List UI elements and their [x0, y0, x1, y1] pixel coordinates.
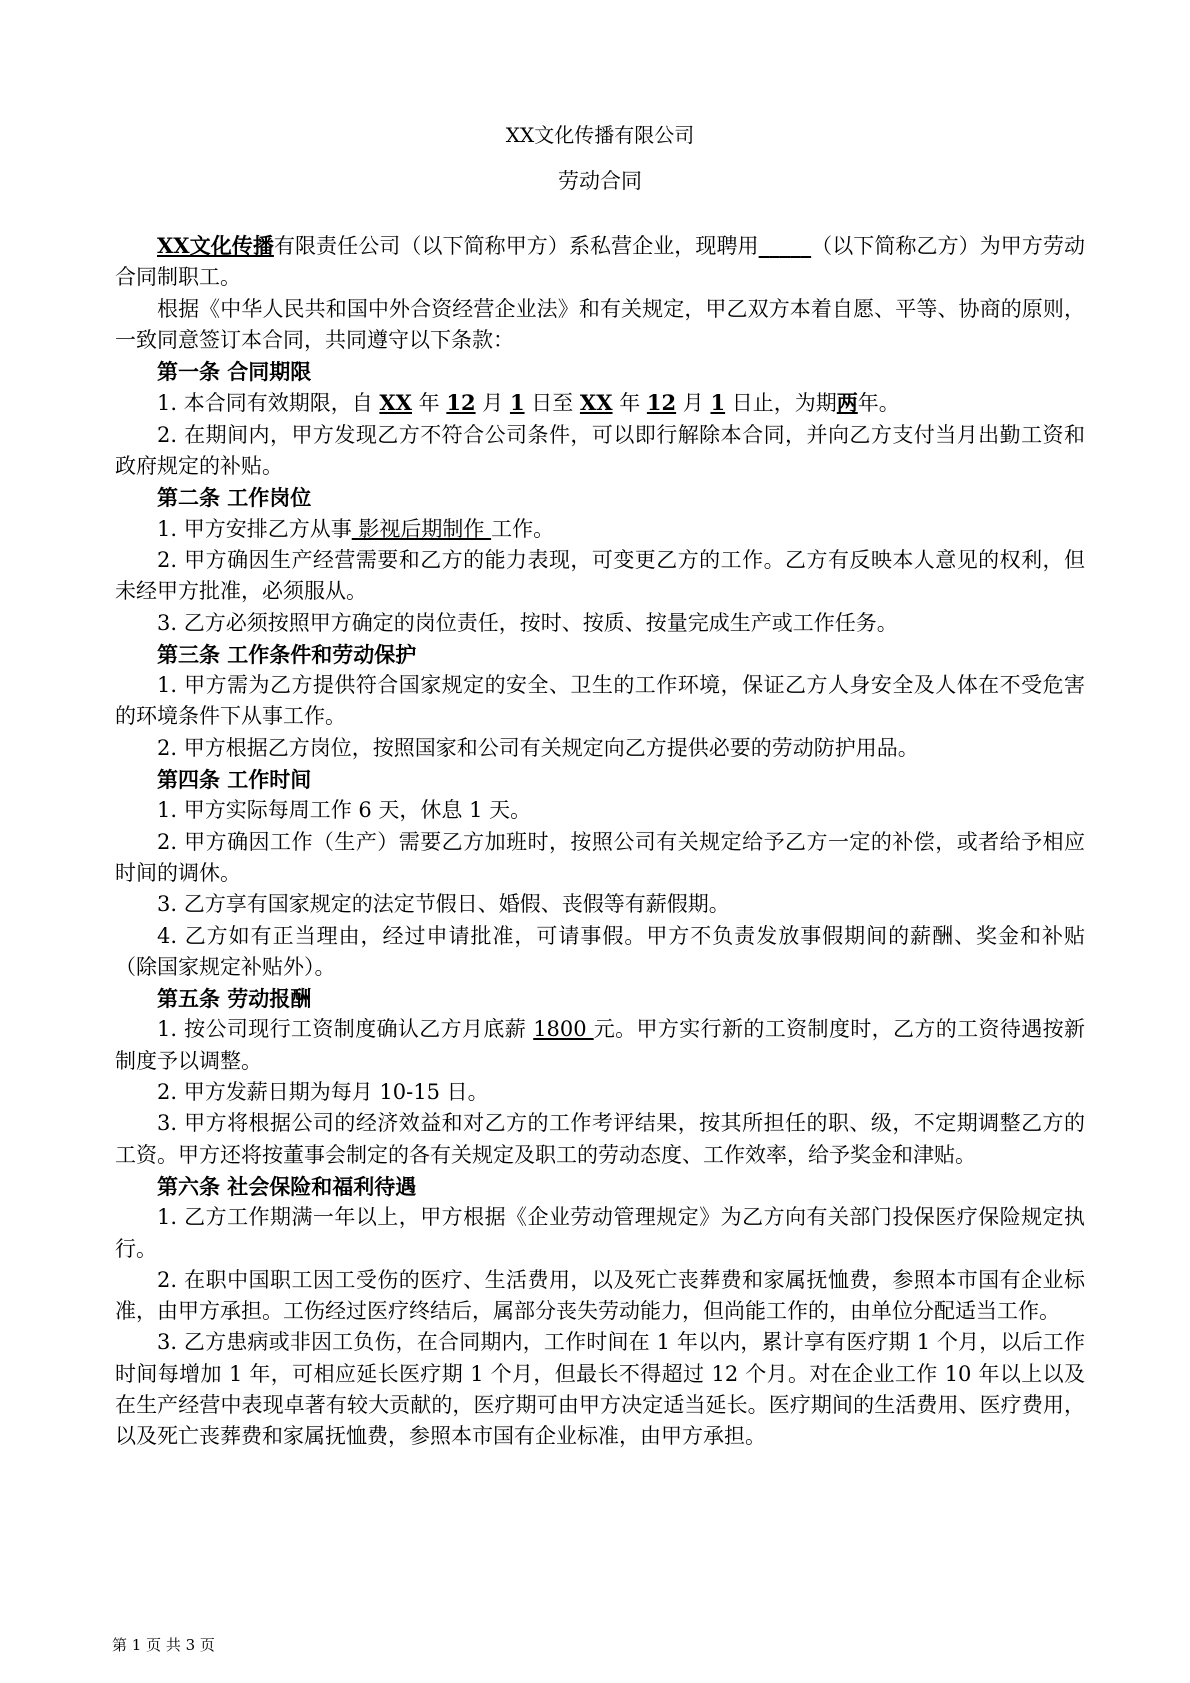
article-4-clause-2: 2. 甲方确因工作（生产）需要乙方加班时，按照公司有关规定给予乙方一定的补偿，或者给予相应时间的调休。	[115, 829, 1085, 885]
article-3-clause-2: 2. 甲方根据乙方岗位，按照国家和公司有关规定向乙方提供必要的劳动防护用品。	[157, 735, 919, 760]
article-6-clause-3: 3. 乙方患病或非因工负伤，在合同期内，工作时间在 1 年以内，累计享有医疗期 1 个月，以后工作时间每增加 1 年，可相应延长医疗期 1 个月，但最长不得超过 12 个月。对在企业工作 10 年以上以及在生产经营中表现卓著有较大贡献的，医疗期可由甲方决定适当延长。医疗期间的生活费用、医疗费用，以及死亡丧葬费和家属抚恤费，参照本市国有企业标准，由甲方承担。	[115, 1330, 1085, 1449]
article-6-clause-2: 2. 在职中国职工因工受伤的医疗、生活费用，以及死亡丧葬费和家属抚恤费，参照本市国有企业标准，由甲方承担。工伤经过医疗终结后，属部分丧失劳动能力，但尚能工作的，由单位分配适当工作。	[115, 1267, 1085, 1324]
article-5-clause-2: 2. 甲方发薪日期为每月 10-15 日。	[157, 1080, 489, 1105]
article-1-heading: 第一条 合同期限	[157, 359, 312, 385]
article-2-heading: 第二条 工作岗位	[157, 485, 312, 511]
article-3-heading: 第三条 工作条件和劳动保护	[157, 641, 417, 667]
intro-paragraph-1: XX文化传播有限责任公司（以下简称甲方）系私营企业，现聘用_____（以下简称乙方）为甲方劳动合同制职工。	[115, 233, 1086, 290]
company-name: XX文化传播有限公司	[505, 123, 695, 147]
article-1-clause-1: 1. 本合同有效期限，自 XX 年 12 月 1 日至 XX 年 12 月 1 日止，为期两年。	[157, 390, 900, 416]
article-1-clause-2: 2. 在期间内，甲方发现乙方不符合公司条件，可以即行解除本合同，并向乙方支付当月出勤工资和政府规定的补贴。	[115, 422, 1085, 479]
document-title: 劳动合同	[558, 169, 642, 193]
job-position: 影视后期制作	[351, 516, 492, 541]
party-a-name: XX文化传播	[157, 233, 274, 258]
article-5-clause-3: 3. 甲方将根据公司的经济效益和对乙方的工作考评结果，按其所担任的职、级，不定期调整乙方的工资。甲方还将按董事会制定的各有关规定及职工的劳动态度、工作效率，给予奖金和津贴。	[115, 1111, 1085, 1167]
article-4-clause-3: 3. 乙方享有国家规定的法定节假日、婚假、丧假等有薪假期。	[157, 892, 730, 917]
contract-body	[115, 230, 1085, 1453]
party-b-blank: _____	[758, 233, 812, 258]
article-5-clause-1: 1. 按公司现行工资制度确认乙方月底薪 1800 元。甲方实行新的工资制度时，乙方的工资待遇按新制度予以调整。	[115, 1017, 1085, 1073]
article-5-heading: 第五条 劳动报酬	[157, 986, 312, 1012]
article-2-clause-3: 3. 乙方必须按照甲方确定的岗位责任，按时、按质、按量完成生产或工作任务。	[157, 610, 898, 635]
article-4-clause-1: 1. 甲方实际每周工作 6 天，休息 1 天。	[157, 798, 532, 823]
article-6-clause-1: 1. 乙方工作期满一年以上，甲方根据《企业劳动管理规定》为乙方向有关部门投保医疗保险规定执行。	[115, 1205, 1085, 1261]
base-salary: 1800	[533, 1017, 594, 1042]
article-4-clause-4: 4. 乙方如有正当理由，经过申请批准，可请事假。甲方不负责发放事假期间的薪酬、奖金和补贴（除国家规定补贴外）。	[115, 923, 1085, 979]
article-2-clause-1: 1. 甲方安排乙方从事 影视后期制作 工作。	[157, 516, 555, 541]
article-4-heading: 第四条 工作时间	[157, 767, 312, 793]
page-footer: 第 1 页 共 3 页	[112, 1636, 215, 1654]
intro-paragraph-2: 根据《中华人民共和国中外合资经营企业法》和有关规定，甲乙双方本着自愿、平等、协商的原则，一致同意签订本合同，共同遵守以下条款：	[115, 296, 1085, 352]
article-3-clause-1: 1. 甲方需为乙方提供符合国家规定的安全、卫生的工作环境，保证乙方人身安全及人体在不受危害的环境条件下从事工作。	[115, 673, 1085, 729]
article-6-heading: 第六条 社会保险和福利待遇	[157, 1173, 417, 1199]
article-2-clause-2: 2. 甲方确因生产经营需要和乙方的能力表现，可变更乙方的工作。乙方有反映本人意见的权利，但未经甲方批准，必须服从。	[115, 547, 1085, 604]
